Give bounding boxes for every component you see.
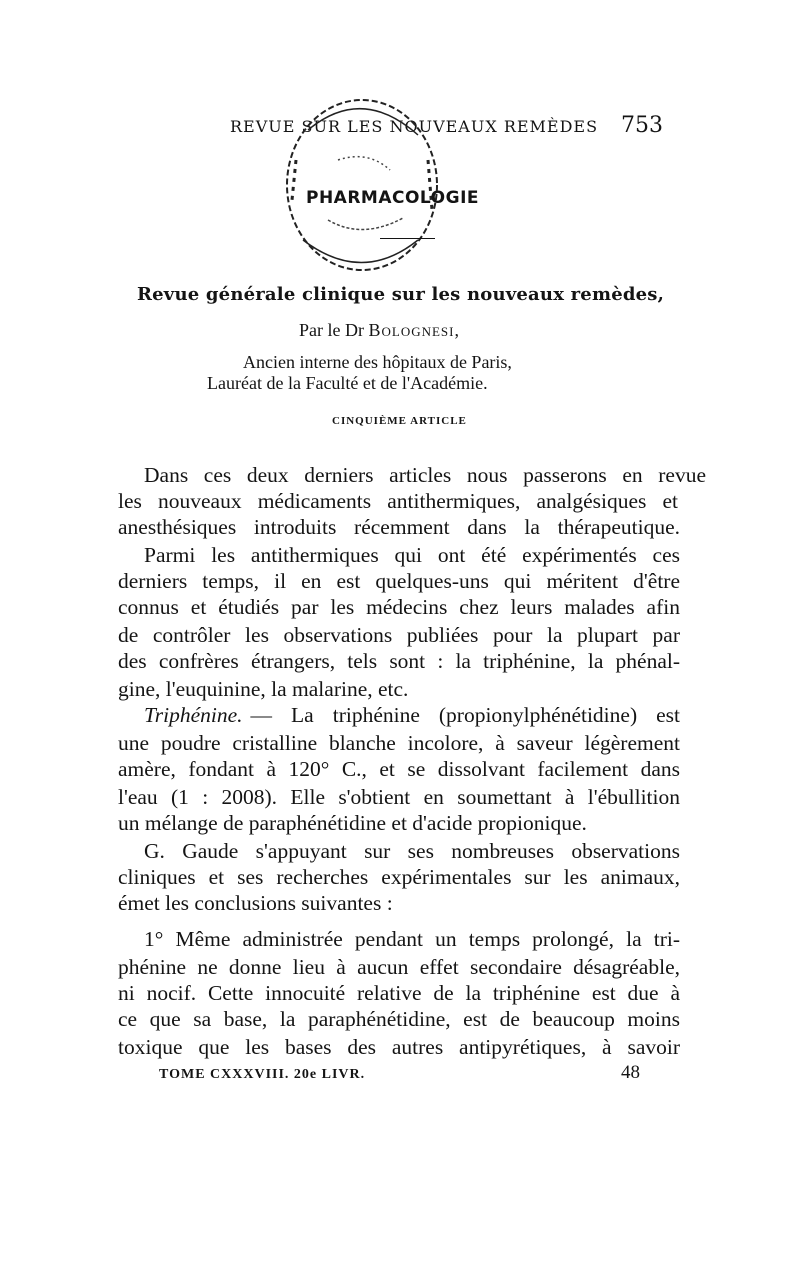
body-line: derniers temps, il en est quelques-uns qui méritent d'être [118, 569, 680, 593]
body-line: une poudre cristalline blanche incolore, à saveur légèrement [118, 731, 680, 755]
library-stamp [278, 90, 446, 280]
body-line: connus et étudiés par les médecins chez leurs malades afin [118, 595, 680, 619]
page-number: 753 [621, 113, 663, 138]
body-line: ce que sa base, la paraphénétidine, est de beaucoup moins [118, 1007, 680, 1031]
body-line: anesthésiques introduits récemment dans la thérapeutique. [118, 515, 680, 539]
byline [299, 320, 460, 341]
body-line: gine, l'euquinine, la malarine, etc. [118, 677, 409, 701]
body-line: ni nocif. Cette innocuité relative de la triphénine est due à [118, 981, 680, 1005]
body-line: les nouveaux médicaments antithermiques, analgésiques et [118, 489, 678, 513]
body-line: toxique que les bases des autres antipyrétiques, à savoir [118, 1035, 680, 1059]
subsection-heading: Triphénine. [144, 703, 243, 727]
body-line: Dans ces deux derniers articles nous passerons en revue [144, 463, 706, 487]
sheet-number: 48 [621, 1062, 640, 1083]
running-head: REVUE SUR LES NOUVEAUX REMÈDES [230, 117, 599, 136]
body-line: des confrères étrangers, tels sont : la triphénine, la phénal- [118, 649, 680, 673]
tome-footer: TOME CXXXVIII. 20e LIVR. [159, 1067, 366, 1082]
body-line: amère, fondant à 120° C., et se dissolvant facilement dans [118, 757, 680, 781]
body-line: G. Gaude s'appuyant sur ses nombreuses observations [144, 839, 680, 863]
author-name: Bolognesi, [368, 320, 460, 340]
body-line [144, 702, 680, 728]
byline-prefix: Par le Dr [299, 320, 364, 340]
body-line: émet les conclusions suivantes : [118, 891, 393, 915]
body-line-text: — La triphénine (propionylphénétidine) est [250, 703, 680, 727]
affiliation-line: Lauréat de la Faculté et de l'Académie. [207, 373, 488, 393]
body-line: l'eau (1 : 2008). Elle s'obtient en soumettant à l'ébullition [118, 785, 680, 809]
stamp-text: PHARMACOLOGIE [306, 188, 480, 208]
body-line: un mélange de paraphénétidine et d'acide propionique. [118, 811, 587, 835]
article-title: Revue générale clinique sur les nouveaux remèdes, [137, 284, 665, 305]
body-line: 1° Même administrée pendant un temps prolongé, la tri- [144, 927, 680, 951]
stamp-rule [380, 238, 435, 239]
body-line: phénine ne donne lieu à aucun effet secondaire désagréable, [118, 955, 680, 979]
body-line: de contrôler les observations publiées pour la plupart par [118, 623, 680, 647]
section-label: CINQUIÈME ARTICLE [332, 415, 467, 427]
body-line: cliniques et ses recherches expérimentales sur les animaux, [118, 865, 680, 889]
body-line: Parmi les antithermiques qui ont été expérimentés ces [144, 543, 680, 567]
affiliation-line: Ancien interne des hôpitaux de Paris, [243, 352, 512, 372]
